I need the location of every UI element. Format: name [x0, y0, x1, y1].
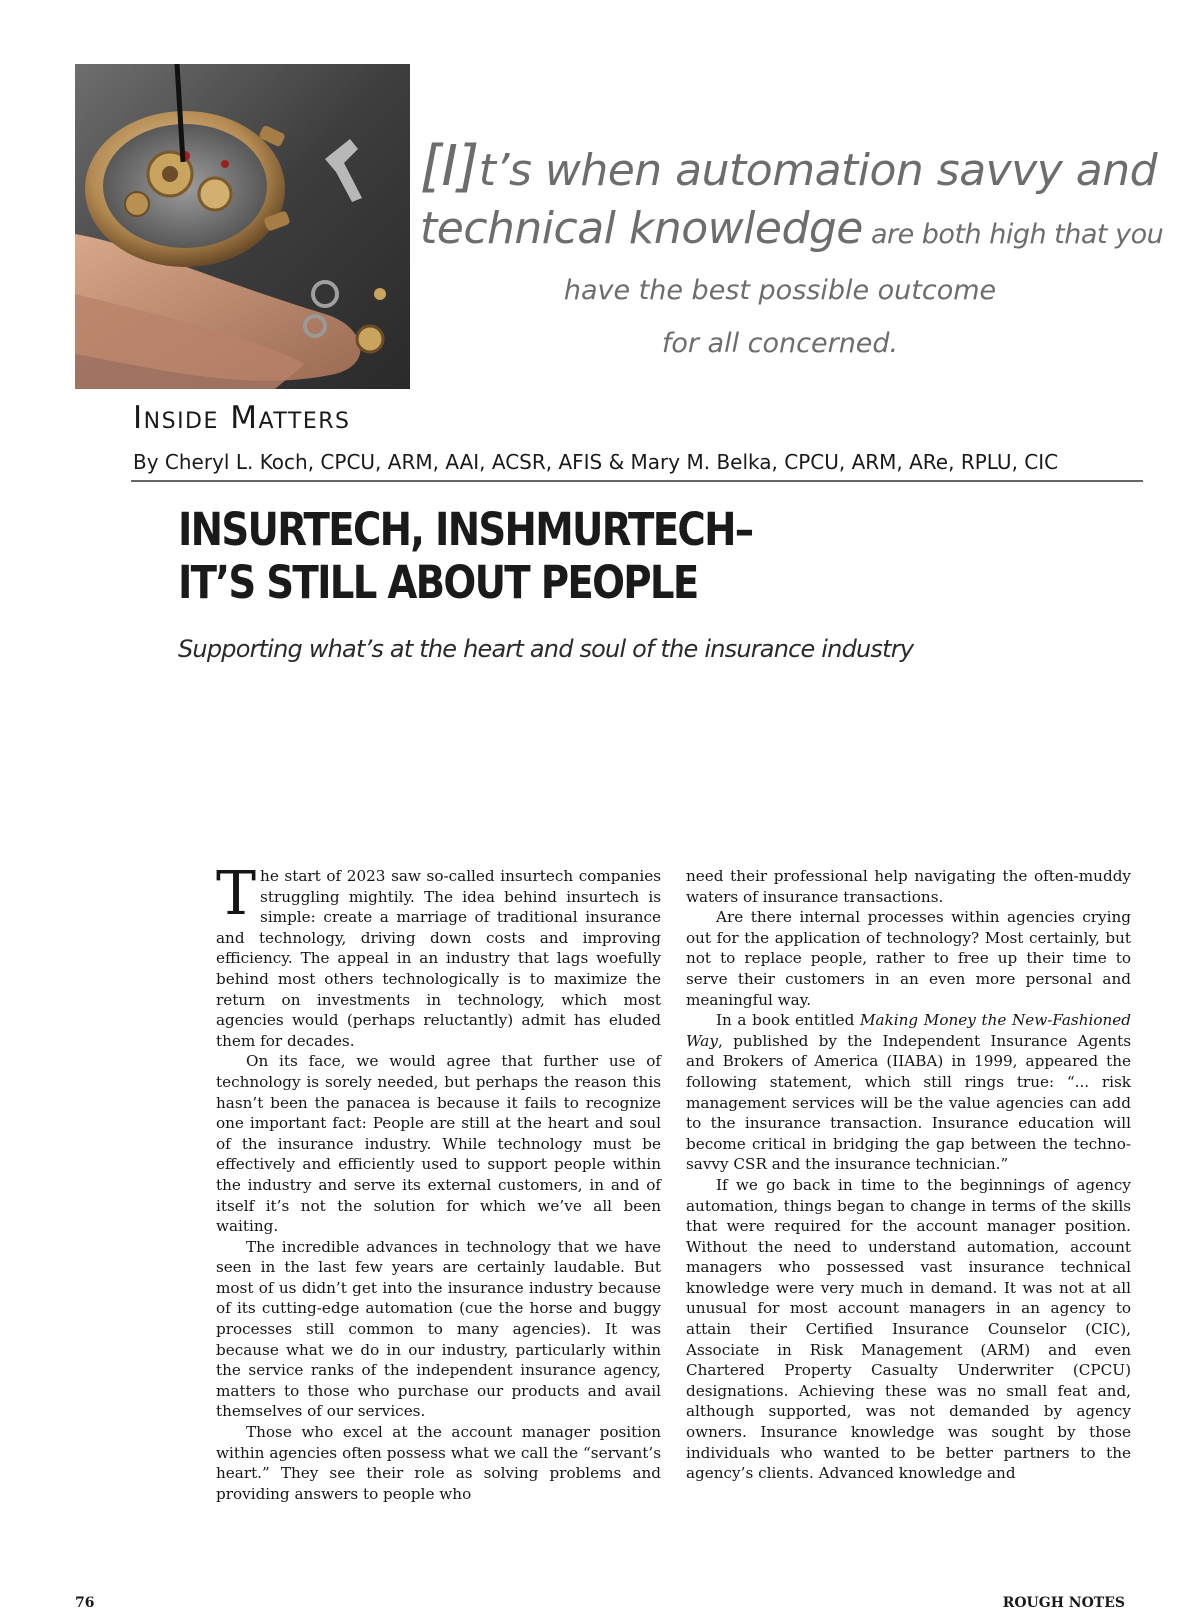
- pull-quote-line-4: for all concerned.: [661, 328, 899, 359]
- pull-quote-line-1: [420, 134, 1158, 200]
- pull-quote-bracket: [I]: [420, 134, 479, 199]
- column-title: Inside Matters: [133, 400, 351, 436]
- body-paragraph: On its face, we would agree that further use of technology is sorely needed, but perhaps the reason this hasn’t been the panacea is because it fails to recognize one important fact: People are still at the heart and soul of the insurance industry. While technology must be effectively and efficiently used to support people within the industry and serve its external customers, in and of itself it’s not the solution for which we’ve all been waiting.: [216, 1052, 661, 1236]
- body-paragraph: need their professional help navigating the often-muddy waters of insurance transactions.: [686, 867, 1131, 906]
- byline-rule: [131, 480, 1143, 482]
- page-number: 76: [75, 1595, 95, 1611]
- pull-quote-line-1-text: t’s when automation savvy and: [478, 145, 1158, 196]
- headline-line-2: IT’S STILL ABOUT PEOPLE: [178, 556, 698, 609]
- pull-quote-line-3: have the best possible outcome: [563, 275, 997, 306]
- pull-quote-line-2-small: are both high that you: [862, 219, 1164, 250]
- headline-line-1: INSURTECH, INSHMURTECH–: [178, 503, 753, 556]
- body-text: In a book entitled: [716, 1011, 860, 1030]
- body-paragraph: The incredible advances in technology that we have seen in the last few years are certainly laudable. But most of us didn’t get into the insurance industry because of its cutting-edge automation (cue the horse and buggy processes still common to many agencies). It was because what we do in our industry, particularly within the service ranks of the independent insurance agency, matters to those who purchase our products and avail themselves of our services.: [216, 1237, 661, 1421]
- publication-name: ROUGH NOTES: [1002, 1595, 1125, 1611]
- body-column-left: [216, 859, 661, 1504]
- pull-quote: [420, 134, 1164, 370]
- body-paragraph: Are there internal processes within agencies crying out for the application of technology? Most certainly, but not to replace people, rather to free up their time to serve their customers in an even more personal and meaningful way.: [686, 908, 1131, 1009]
- pull-quote-line-2-big: technical knowledge: [420, 203, 863, 254]
- byline: By Cheryl L. Koch, CPCU, ARM, AAI, ACSR, AFIS & Mary M. Belka, CPCU, ARM, ARe, RPLU, CIC: [133, 450, 1059, 474]
- pull-quote-line-2: [420, 200, 1164, 264]
- body-paragraph: Those who excel at the account manager position within agencies often possess what we call the “servant’s heart.” They see their role as solving problems and providing answers to people who: [216, 1423, 661, 1503]
- body-paragraph: If we go back in time to the beginnings of agency automation, things began to change in terms of the skills that were required for the account manager position. Without the need to understand automation, account managers who possessed vast insurance technical knowledge were very much in demand. It was not at all unusual for most account managers in an agency to attain their Certified Insurance Counselor (CIC), Associate in Risk Management (ARM) and even Chartered Property Casualty Underwriter (CPCU) designations. Achieving these was no small feat and, although supported, was not demanded by agency owners. Insurance knowledge was sought by those individuals who wanted to be better partners to the agency’s clients. Advanced knowledge and: [686, 1175, 1131, 1483]
- body-column-right: [686, 866, 1131, 1484]
- body-paragraph-text: he start of 2023 saw so-called insurtech companies struggling mightily. The idea behind insurtech is simple: create a marriage of traditional insurance and technology, driving down costs and improving efficiency. The appeal in an industry that lags woefully behind most others technologically is to maximize the return on investments in technology, which most agencies would (perhaps reluctantly) admit has eluded them for decades.: [216, 867, 661, 1050]
- drop-cap: T: [216, 859, 257, 929]
- deck-subtitle: Supporting what’s at the heart and soul of the insurance industry: [178, 635, 914, 663]
- body-text: , published by the Independent Insurance Agents and Brokers of America (IIABA) in 1999, appeared the following statement, which still rings true: “... risk management services will be the value agencies can add to the insurance transaction. Insurance education will become critical in bridging the gap between the techno-savvy CSR and the insurance technician.”: [686, 1031, 1131, 1174]
- book-title: Making Money the New-Fashioned Way: [686, 1011, 1132, 1050]
- headline: [178, 503, 752, 609]
- watch-repair-photo: [75, 64, 410, 389]
- body-paragraph: [216, 859, 661, 1051]
- body-paragraph: [686, 1010, 1131, 1175]
